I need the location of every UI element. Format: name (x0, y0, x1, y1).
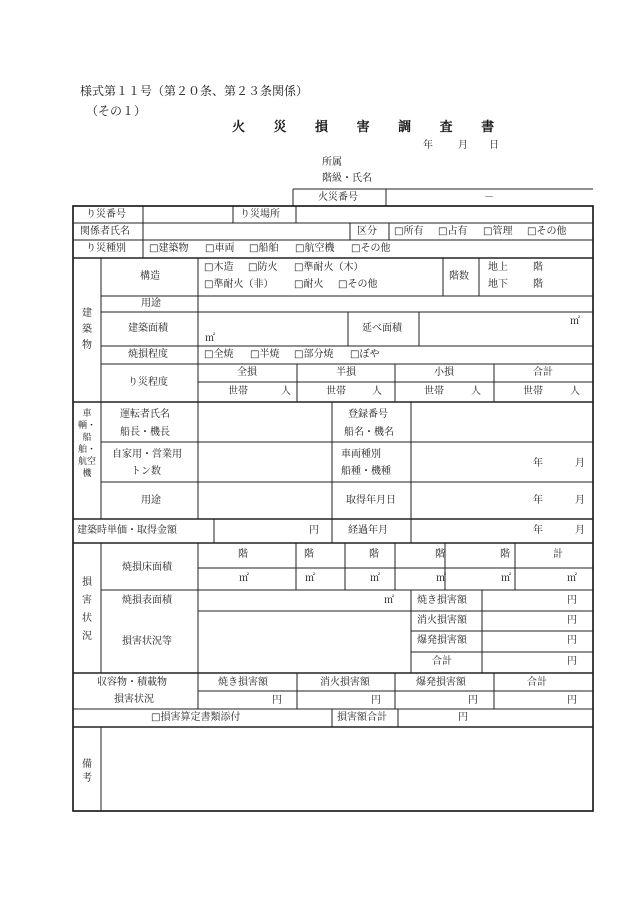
type-option-vehicle[interactable]: □車両 (205, 243, 235, 254)
struct-semi-fire-non[interactable]: □準耐火（非） (204, 279, 274, 290)
household-2: 世帯 (326, 386, 346, 397)
above-ground-label: 地上 (488, 262, 508, 273)
damage-sum-label: 損害額合計 (337, 712, 387, 723)
damage-total-yen: 円 (567, 656, 577, 667)
floor-header-4: 階 (435, 549, 445, 560)
burn-option-total[interactable]: □全焼 (204, 349, 234, 360)
explosion-damage-label: 爆発損害額 (417, 635, 467, 646)
damage-side-label: 損害状況 (82, 577, 92, 642)
floor-sqm-3: ㎡ (370, 573, 380, 584)
building-area-unit: ㎡ (205, 333, 215, 344)
struct-fire-resistant[interactable]: □耐火 (294, 279, 324, 290)
structure-label: 構造 (140, 271, 160, 282)
burn-damage-yen: 円 (567, 595, 577, 606)
vehicle-side-label: 車輌・船舶・航空機 (78, 409, 97, 479)
form-number: 様式第１１号（第２０条、第２３条関係） (80, 84, 309, 98)
surface-area-label: 焼損表面積 (122, 595, 172, 606)
date-day-label: 日 (489, 140, 499, 151)
degree-header-half-loss: 半損 (336, 367, 356, 378)
household-3: 世帯 (424, 386, 444, 397)
cost-label: 建築時単価・取得金額 (77, 525, 177, 536)
below-floor-unit: 階 (533, 279, 543, 290)
damage-total-label: 合計 (432, 656, 452, 667)
floor-header-1: 階 (238, 549, 248, 560)
cat-option-owner[interactable]: □所有 (394, 226, 424, 237)
household-4: 世帯 (523, 386, 543, 397)
fire-number-dash[interactable]: － (484, 192, 494, 203)
ri-type-label: り災種別 (86, 243, 126, 254)
acq-date-label: 取得年月日 (346, 495, 396, 506)
person-3: 人 (471, 386, 481, 397)
surface-area-unit: ㎡ (384, 595, 394, 606)
building-area-label: 建築面積 (128, 323, 168, 334)
floor-area-label: 焼損床面積 (122, 562, 172, 573)
total-floor-area-label: 延べ面積 (362, 323, 402, 334)
cat-option-other[interactable]: □その他 (527, 226, 567, 237)
elapsed-label: 経過年月 (348, 525, 388, 536)
category-label: 区分 (357, 226, 377, 237)
affiliation-label: 所属 (322, 157, 342, 168)
degree-header-total-loss: 全損 (237, 367, 257, 378)
floor-sqm-1: ㎡ (239, 573, 249, 584)
floor-sqm-5: ㎡ (501, 573, 511, 584)
reg-no-label: 登録番号 (348, 409, 388, 420)
person-2: 人 (372, 386, 382, 397)
above-floor-unit: 階 (533, 262, 543, 273)
floor-header-2: 階 (304, 549, 314, 560)
page-title: 火 災 損 害 調 査 書 (232, 120, 507, 135)
floor-header-3: 階 (369, 549, 379, 560)
damage-status-label: 損害状況等 (122, 636, 172, 647)
contents-header-burn: 焼き損害額 (218, 677, 268, 688)
contents-header-total: 合計 (527, 677, 547, 688)
rank-name-label: 階級・氏名 (322, 173, 372, 184)
ship-type-label: 船種・機種 (341, 466, 391, 477)
floors-label: 階数 (449, 271, 469, 282)
damage-sum-yen: 円 (458, 712, 468, 723)
vehicle-type-year: 年 (533, 458, 543, 469)
type-option-aircraft[interactable]: □航空機 (295, 243, 335, 254)
remarks-label: 備考 (82, 759, 92, 784)
contents-status-label: 損害状況 (114, 694, 154, 705)
burn-option-small[interactable]: □ぼや (350, 349, 380, 360)
stakeholder-label: 関係者氏名 (80, 226, 130, 237)
private-commercial-label: 自家用・営業用 (112, 449, 182, 460)
struct-fireproof[interactable]: □防火 (248, 262, 278, 273)
struct-wood[interactable]: □木造 (204, 262, 234, 273)
ship-name-label: 船名・機名 (344, 427, 394, 438)
contents-header-explosion: 爆発損害額 (416, 677, 466, 688)
driver-label: 運転者氏名 (120, 409, 170, 420)
struct-semi-fire-wood[interactable]: □準耐火（木） (294, 262, 364, 273)
building-use-label: 用途 (141, 298, 161, 309)
below-ground-label: 地下 (488, 279, 508, 290)
ri-degree-label: り災程度 (128, 377, 168, 388)
floor-sqm-sum: ㎡ (567, 573, 577, 584)
vehicle-type-label: 車両種別 (341, 449, 381, 460)
type-option-building[interactable]: □建築物 (149, 243, 189, 254)
explosion-damage-yen: 円 (567, 635, 577, 646)
acq-month: 月 (575, 495, 585, 506)
burn-option-partial[interactable]: □部分焼 (294, 349, 334, 360)
type-option-other[interactable]: □その他 (351, 243, 391, 254)
contents-header-extinguish: 消火損害額 (320, 677, 370, 688)
fire-number-label: 火災番号 (318, 192, 358, 203)
total-floor-area-unit: ㎡ (570, 316, 580, 327)
vehicle-type-month: 月 (575, 458, 585, 469)
floor-sqm-4: ㎡ (436, 573, 446, 584)
contents-label: 収容物・積載物 (97, 677, 167, 688)
floor-header-sum: 計 (553, 549, 563, 560)
type-option-ship[interactable]: □船舶 (249, 243, 279, 254)
cost-yen: 円 (309, 525, 319, 536)
contents-yen-3: 円 (468, 695, 478, 706)
contents-yen-2: 円 (371, 695, 381, 706)
building-side-label: 建築物 (82, 308, 92, 351)
extinguish-damage-yen: 円 (567, 615, 577, 626)
captain-label: 船長・機長 (120, 427, 170, 438)
form-sub: （その１） (86, 104, 147, 118)
acq-year: 年 (533, 495, 543, 506)
ri-fire-place-label: り災場所 (240, 209, 280, 220)
extinguish-damage-label: 消火損害額 (417, 615, 467, 626)
floor-sqm-2: ㎡ (305, 573, 315, 584)
contents-yen-4: 円 (567, 695, 577, 706)
burn-option-half[interactable]: □半焼 (250, 349, 280, 360)
burn-degree-label: 焼損程度 (128, 349, 168, 360)
elapsed-month: 月 (575, 525, 585, 536)
date-month-label: 月 (458, 140, 468, 151)
contents-yen-1: 円 (272, 695, 282, 706)
household-1: 世帯 (228, 386, 248, 397)
person-1: 人 (281, 386, 291, 397)
cat-option-occupant[interactable]: □占有 (438, 226, 468, 237)
cat-option-manager[interactable]: □管理 (483, 226, 513, 237)
tonnage-label: トン数 (131, 466, 161, 477)
degree-header-sum: 合計 (533, 367, 553, 378)
struct-other[interactable]: □その他 (338, 279, 378, 290)
vehicle-use-label: 用途 (141, 495, 161, 506)
elapsed-year: 年 (533, 525, 543, 536)
floor-header-5: 階 (500, 549, 510, 560)
degree-header-small-loss: 小損 (434, 367, 454, 378)
attach-docs-checkbox[interactable]: □損害算定書類添付 (151, 712, 241, 723)
ri-fire-number-label: り災番号 (86, 209, 126, 220)
date-year-label: 年 (423, 140, 433, 151)
person-4: 人 (570, 386, 580, 397)
burn-damage-label: 焼き損害額 (417, 595, 467, 606)
